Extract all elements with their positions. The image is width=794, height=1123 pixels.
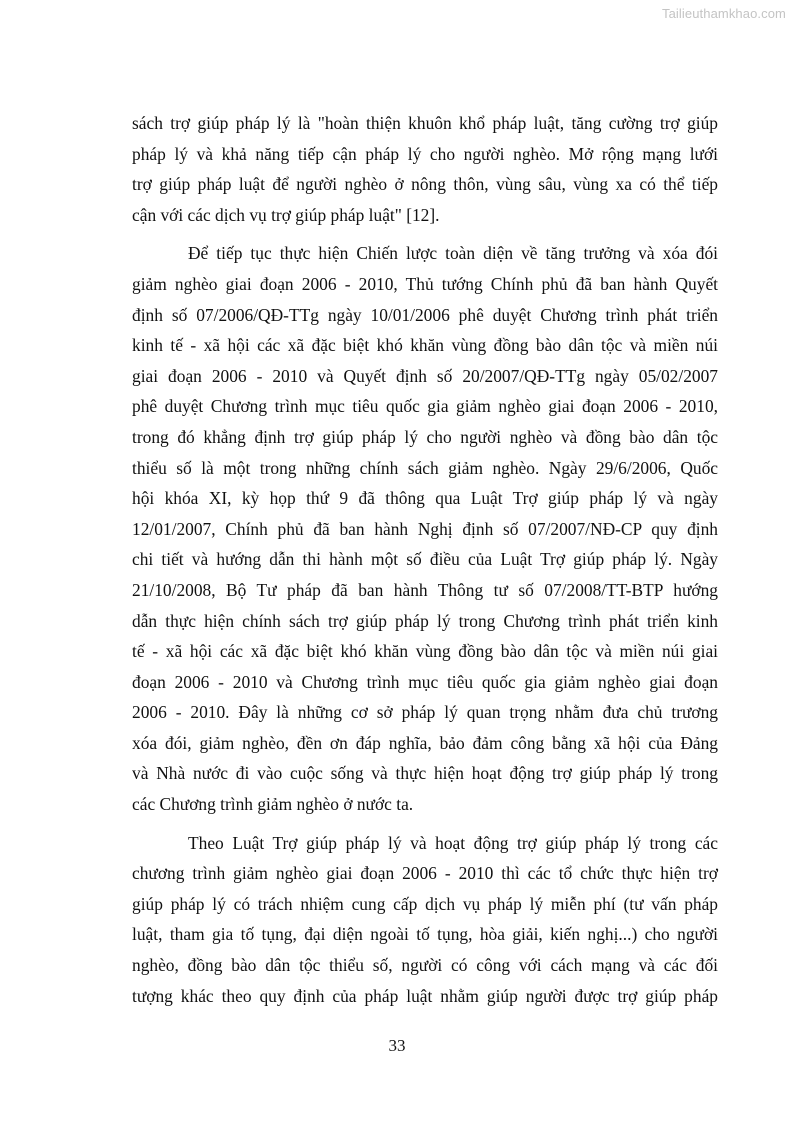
paragraph-2 [132,238,718,819]
paragraph-3 [132,828,718,1012]
text-line: giúp pháp lý có trách nhiệm cung cấp dịch vụ pháp lý miễn phí (tư vấn pháp [132,893,718,914]
text-line: xóa đói, giảm nghèo, đền ơn đáp nghĩa, bảo đảm công bằng xã hội của Đảng [132,732,718,753]
text-line: pháp lý và khả năng tiếp cận pháp lý cho người nghèo. Mở rộng mạng lưới [132,143,718,164]
text-line: sách trợ giúp pháp lý là "hoàn thiện khuôn khổ pháp luật, tăng cường trợ giúp [132,113,718,133]
document-body [132,108,718,1019]
text-line: chương trình giảm nghèo giai đoạn 2006 - 2010 thì các tổ chức thực hiện trợ [132,863,718,884]
text-line: Theo Luật Trợ giúp pháp lý và hoạt động trợ giúp pháp lý trong các [188,832,718,853]
watermark: Tailieuthamkhao.com [661,6,786,21]
text-line: phê duyệt Chương trình mục tiêu quốc gia giảm nghèo giai đoạn 2006 - 2010, [132,396,718,417]
text-line: luật, tham gia tố tụng, đại diện ngoài tố tụng, hòa giải, kiến nghị...) cho người [132,924,718,945]
text-line: Để tiếp tục thực hiện Chiến lược toàn diện về tăng trưởng và xóa đói [188,243,718,264]
text-line: nghèo, đồng bào dân tộc thiểu số, người có công với cách mạng và các đối [132,955,718,976]
text-line: đoạn 2006 - 2010 và Chương trình mục tiêu quốc gia giảm nghèo giai đoạn [132,671,718,692]
text-line: 12/01/2007, Chính phủ đã ban hành Nghị định số 07/2007/NĐ-CP quy định [132,518,718,539]
text-line: giảm nghèo giai đoạn 2006 - 2010, Thủ tướng Chính phủ đã ban hành Quyết [132,273,718,294]
text-line: trợ giúp pháp luật để người nghèo ở nông thôn, vùng sâu, vùng xa có thể tiếp [132,174,718,195]
page-number: 33 [388,1036,406,1055]
paragraph-1 [132,108,718,230]
text-line: tượng khác theo quy định của pháp luật nhằm giúp người được trợ giúp pháp [132,985,718,1006]
text-line: cận với các dịch vụ trợ giúp pháp luật" [12]. [132,204,440,225]
text-line: và Nhà nước đi vào cuộc sống và thực hiện hoạt động trợ giúp pháp lý trong [132,763,718,784]
text-line: 2006 - 2010. Đây là những cơ sở pháp lý quan trọng nhằm đưa chủ trương [132,702,718,723]
text-line: giai đoạn 2006 - 2010 và Quyết định số 20/2007/QĐ-TTg ngày 05/02/2007 [132,365,718,386]
text-line: chi tiết và hướng dẫn thi hành một số điều của Luật Trợ giúp pháp lý. Ngày [132,549,718,570]
text-line: dẫn thực hiện chính sách trợ giúp pháp lý trong Chương trình phát triển kinh [132,610,718,631]
text-line: định số 07/2006/QĐ-TTg ngày 10/01/2006 phê duyệt Chương trình phát triển [132,304,718,325]
text-line: tế - xã hội các xã đặc biệt khó khăn vùng đồng bào dân tộc và miền núi giai [132,641,718,662]
text-line: thiểu số là một trong những chính sách giảm nghèo. Ngày 29/6/2006, Quốc [132,457,718,478]
text-line: 21/10/2008, Bộ Tư pháp đã ban hành Thông tư số 07/2008/TT-BTP hướng [132,579,718,600]
text-line: trong đó khẳng định trợ giúp pháp lý cho người nghèo và đồng bào dân tộc [132,426,718,447]
text-line: kinh tế - xã hội các xã đặc biệt khó khăn vùng đồng bào dân tộc và miền núi [132,335,718,356]
text-line: các Chương trình giảm nghèo ở nước ta. [132,794,414,815]
text-line: hội khóa XI, kỳ họp thứ 9 đã thông qua Luật Trợ giúp pháp lý và ngày [132,488,718,509]
